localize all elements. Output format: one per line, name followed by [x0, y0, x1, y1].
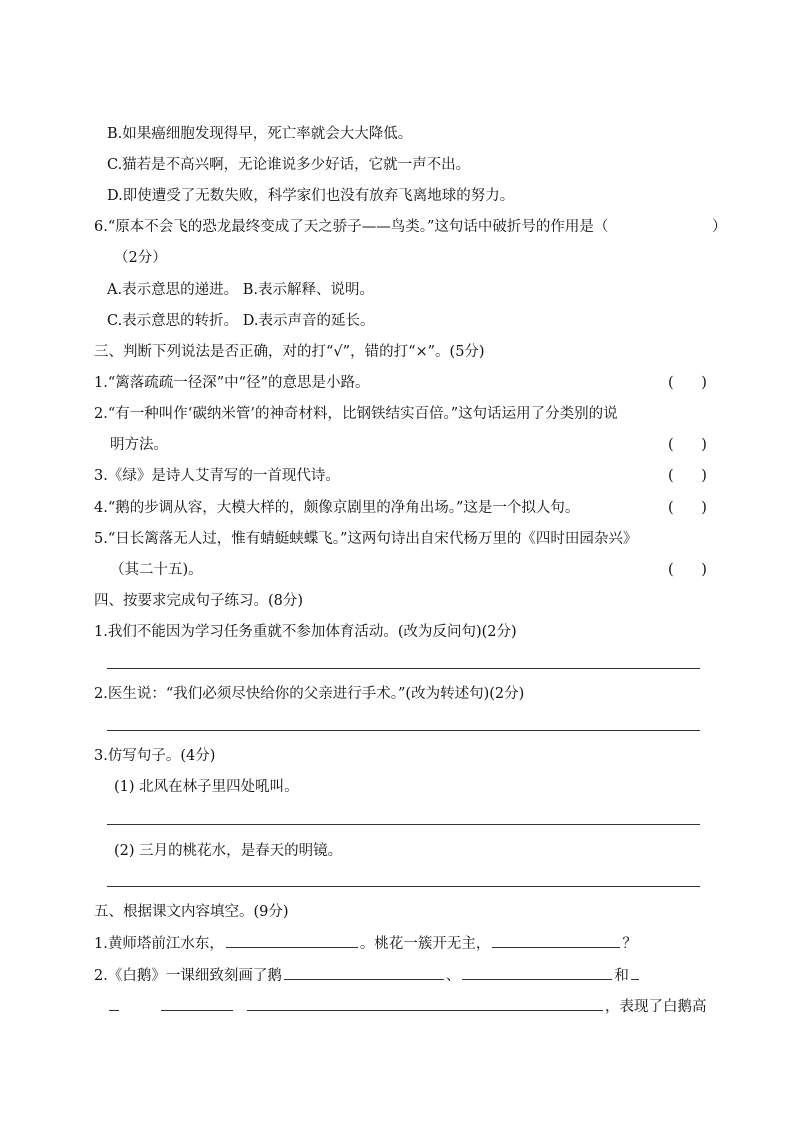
sentence-2: 2.医生说：“我们必须尽快给你的父亲进行手术。”(改为转述句)(2分) [94, 686, 525, 702]
fill-2-blank-3[interactable] [631, 965, 639, 980]
judge-5-paren[interactable]: ( ) [668, 562, 707, 578]
fill-1-text-b: 。桃花一簇开无主， [359, 936, 491, 952]
q5-option-d: D.即使遭受了无数失败，科学家们也没有放弃飞离地球的努力。 [107, 188, 515, 204]
fill-1-text-c: ？ [622, 936, 637, 952]
q6-options-cd: C.表示意思的转折。 D.表示声音的延长。 [107, 313, 375, 329]
sentence-3-1: (1) 北风在林子里四处吼叫。 [114, 779, 299, 795]
fill-2-text-d: ，表现了白鹅高 [605, 999, 707, 1015]
fill-2-blank-5[interactable] [247, 996, 603, 1011]
fill-2-blank-3-cont[interactable] [109, 996, 119, 1011]
q5-option-b: B.如果癌细胞发现得早，死亡率就会大大降低。 [107, 126, 413, 142]
sentence-3-2: (2) 三月的桃花水，是春天的明镜。 [114, 843, 343, 859]
answer-line-4[interactable] [107, 886, 700, 887]
judge-2: 2.“有一种叫作‘碳纳米管’的神奇材料，比钢铁结实百倍。”这句话运用了分类别的说 [94, 406, 618, 422]
judge-5: 5.“日长篱落无人过，惟有蜻蜓蛱蝶飞。”这两句诗出自宋代杨万里的《四时田园杂兴》 [94, 531, 638, 547]
q6-options-ab: A.表示意思的递进。 B.表示解释、说明。 [107, 282, 374, 298]
q6-paren-close: ） [712, 219, 727, 235]
answer-line-1[interactable] [107, 668, 700, 669]
section-3-title: 三、判断下列说法是否正确，对的打“√”，错的打“×”。(5分) [94, 344, 485, 360]
answer-line-3[interactable] [107, 824, 700, 825]
fill-1-blank-1[interactable] [226, 933, 358, 948]
q6-stem: 6.“原本不会飞的恐龙最终变成了天之骄子——鸟类。”这句话中破折号的作用是（ [94, 219, 609, 235]
judge-4-paren[interactable]: ( ) [668, 500, 707, 516]
fill-2-text-a: 2.《白鹅》一课细致刻画了鹅 [94, 968, 282, 984]
q5-option-c: C.猫若是不高兴啊，无论谁说多少好话，它就一声不出。 [107, 157, 471, 173]
q6-score: （2分） [114, 250, 167, 266]
judge-1-paren[interactable]: ( ) [668, 375, 707, 391]
judge-2-cont: 明方法。 [110, 437, 168, 453]
fill-1-blank-2[interactable] [492, 933, 620, 948]
judge-4: 4.“鹅的步调从容，大模大样的，颇像京剧里的净角出场。”这是一个拟人句。 [94, 500, 580, 516]
answer-line-2[interactable] [107, 730, 700, 731]
fill-2-blank-4[interactable] [161, 996, 233, 1011]
judge-2-paren[interactable]: ( ) [668, 437, 707, 453]
fill-2-cont [107, 996, 707, 1017]
fill-2-text-b: 、 [445, 968, 461, 984]
judge-3-paren[interactable]: ( ) [668, 468, 707, 484]
fill-1-text-a: 1.黄师塔前江水东， [94, 936, 224, 952]
fill-2-blank-1[interactable] [284, 965, 444, 980]
fill-2 [94, 965, 641, 986]
fill-2-blank-2[interactable] [462, 965, 612, 980]
fill-1 [94, 933, 637, 954]
section-5-title: 五、根据课文内容填空。(9分) [94, 904, 289, 920]
sentence-3: 3.仿写句子。(4分) [94, 748, 216, 764]
judge-5-cont: （其二十五)。 [110, 562, 203, 578]
fill-2-text-c: 和 [614, 968, 629, 984]
judge-3: 3.《绿》是诗人艾青写的一首现代诗。 [94, 468, 340, 484]
section-4-title: 四、按要求完成句子练习。(8分) [94, 593, 304, 609]
sentence-1: 1.我们不能因为学习任务重就不参加体育活动。(改为反问句)(2分) [94, 624, 517, 640]
judge-1: 1.“篱落疏疏一径深”中“径”的意思是小路。 [94, 375, 370, 391]
